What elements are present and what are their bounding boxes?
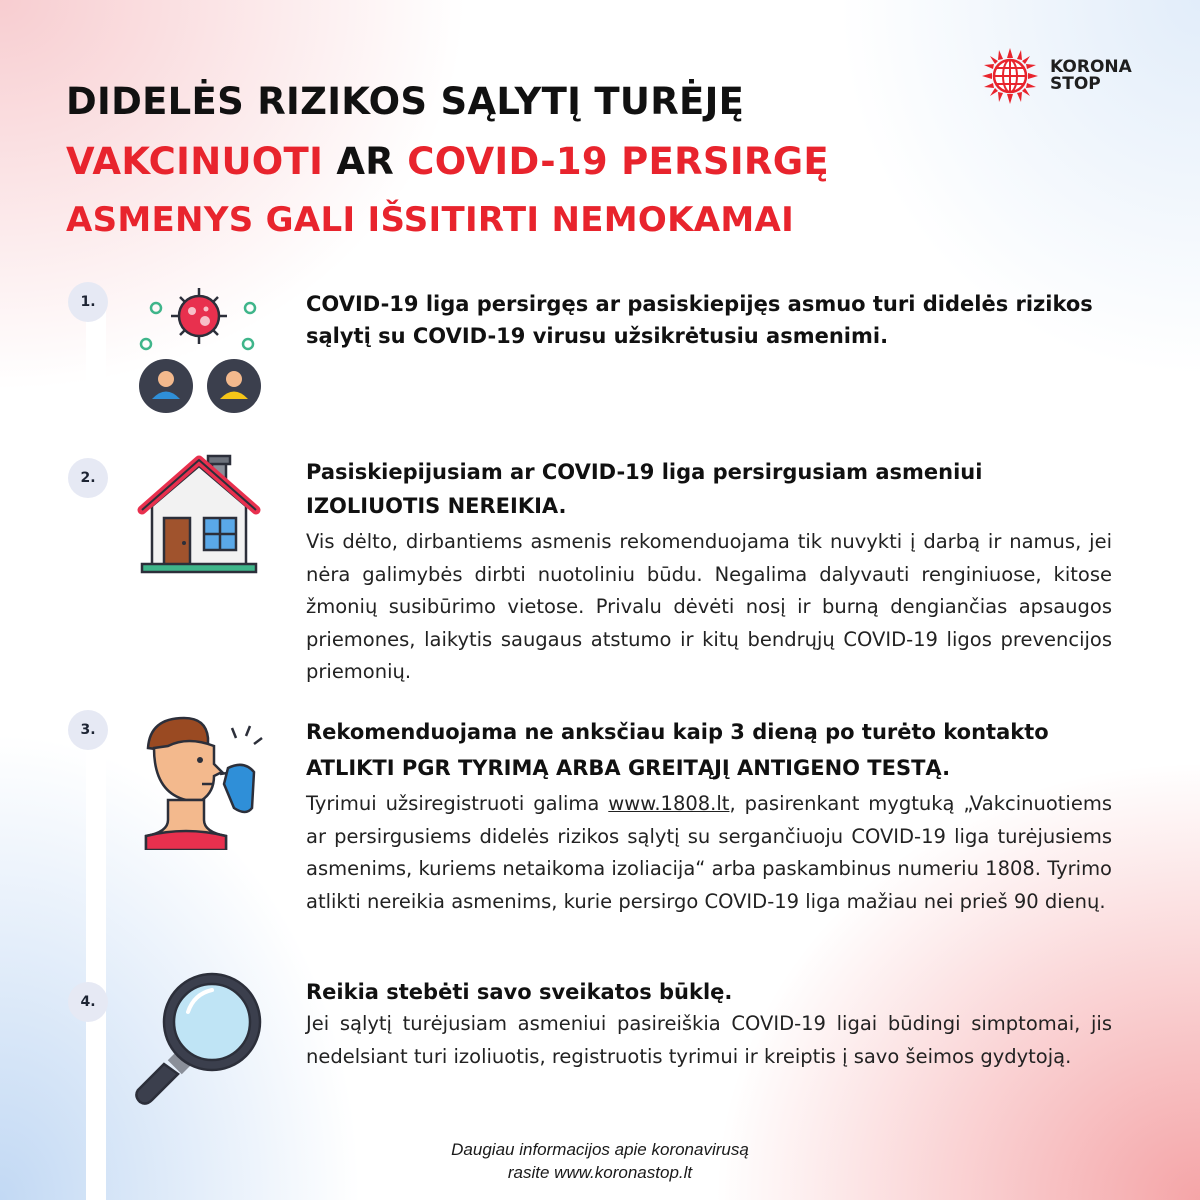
footer-line1: Daugiau informacijos apie koronavirusą bbox=[451, 1140, 749, 1159]
house-icon bbox=[128, 444, 270, 586]
headline-line3: ASMENYS GALI IŠSITIRTI NEMOKAMAI bbox=[66, 200, 795, 240]
step-3-body-before: Tyrimui užsiregistruoti galima bbox=[306, 792, 609, 815]
step-3-body bbox=[306, 788, 1112, 918]
step-3-title-line2: ATLIKTI PGR TYRIMĄ ARBA GREITĄJĮ ANTIGENO TESTĄ. bbox=[306, 756, 951, 780]
globe-sun-icon bbox=[980, 46, 1040, 106]
step-1-number: 1. bbox=[68, 282, 108, 322]
step-2-title-line1: Pasiskiepijusiam ar COVID-19 liga persirgusiam asmeniui bbox=[306, 460, 983, 484]
step-3-title-line1: Rekomenduojama ne anksčiau kaip 3 dieną po turėto kontakto bbox=[306, 720, 1049, 744]
headline-line1: DIDELĖS RIZIKOS SĄLYTĮ TURĖJĘ bbox=[66, 80, 745, 123]
step-2-body: Vis dėlto, dirbantiems asmenis rekomenduojama tik nuvykti į darbą ir namus, jei nėra galimybės dirbti nuotoliniu būdu. Negalima dalyvauti renginiuose, kitose žmonių susibūrimo vietose. Privalu dėvėti nosį ir burną dengiančias apsaugos priemones, laikytis saugaus atstumo ir kitų bendrųjų COVID-19 ligos prevencijos priemonių. bbox=[306, 530, 1112, 683]
korona-stop-logo bbox=[980, 46, 1140, 106]
step-4-number: 4. bbox=[68, 982, 108, 1022]
step-1-title: COVID-19 liga persirgęs ar pasiskiepijęs asmuo turi didelės rizikos sąlytį su COVID-19 virusu užsikrėtusiu asmenimi. bbox=[306, 292, 1093, 348]
headline-vaccinated: VAKCINUOTI bbox=[66, 140, 324, 183]
step-3-title bbox=[306, 716, 1126, 784]
step-2-number: 2. bbox=[68, 458, 108, 498]
step-4-body: Jei sąlytį turėjusiam asmeniui pasireiškia COVID-19 ligai būdingi simptomai, jis nedelsiant turi izoliuotis, registruotis tyrimui ir kreiptis į savo šeimos gydytoją. bbox=[306, 1012, 1112, 1068]
headline-or: AR bbox=[336, 140, 395, 183]
magnifying-glass-icon bbox=[128, 964, 270, 1106]
timeline-line bbox=[86, 300, 106, 1200]
nasal-swab-test-icon bbox=[128, 708, 270, 850]
footer bbox=[300, 1138, 900, 1184]
step-4-title: Reikia stebėti savo sveikatos būklę. bbox=[306, 980, 733, 1004]
registration-link[interactable]: www.1808.lt bbox=[608, 792, 730, 815]
step-2-title-line2: IZOLIUOTIS NEREIKIA. bbox=[306, 494, 567, 518]
footer-line2: rasite www.koronastop.lt bbox=[507, 1163, 693, 1182]
logo-line2: STOP bbox=[1050, 74, 1101, 94]
step-3-number: 3. bbox=[68, 710, 108, 750]
logo-line1: KORONA bbox=[1050, 57, 1132, 77]
headline-line2 bbox=[66, 140, 829, 184]
headline-recovered: COVID-19 PERSIRGĘ bbox=[407, 140, 829, 183]
virus-contact-icon bbox=[128, 278, 270, 420]
step-2-title bbox=[306, 456, 1126, 522]
step-3-body-after: , pasirenkant mygtuką „Vakcinuotiems ar persirgusiems didelės rizikos sąlytį su sergančiuoju COVID-19 liga turėjusiems asmenims, kuriems netaikoma izoliacija“ arba paskambinus numeriu 1808. Tyrimo atlikti nereikia asmenims, kurie persirgo COVID-19 liga mažiau nei prieš 90 dienų. bbox=[306, 792, 1112, 913]
